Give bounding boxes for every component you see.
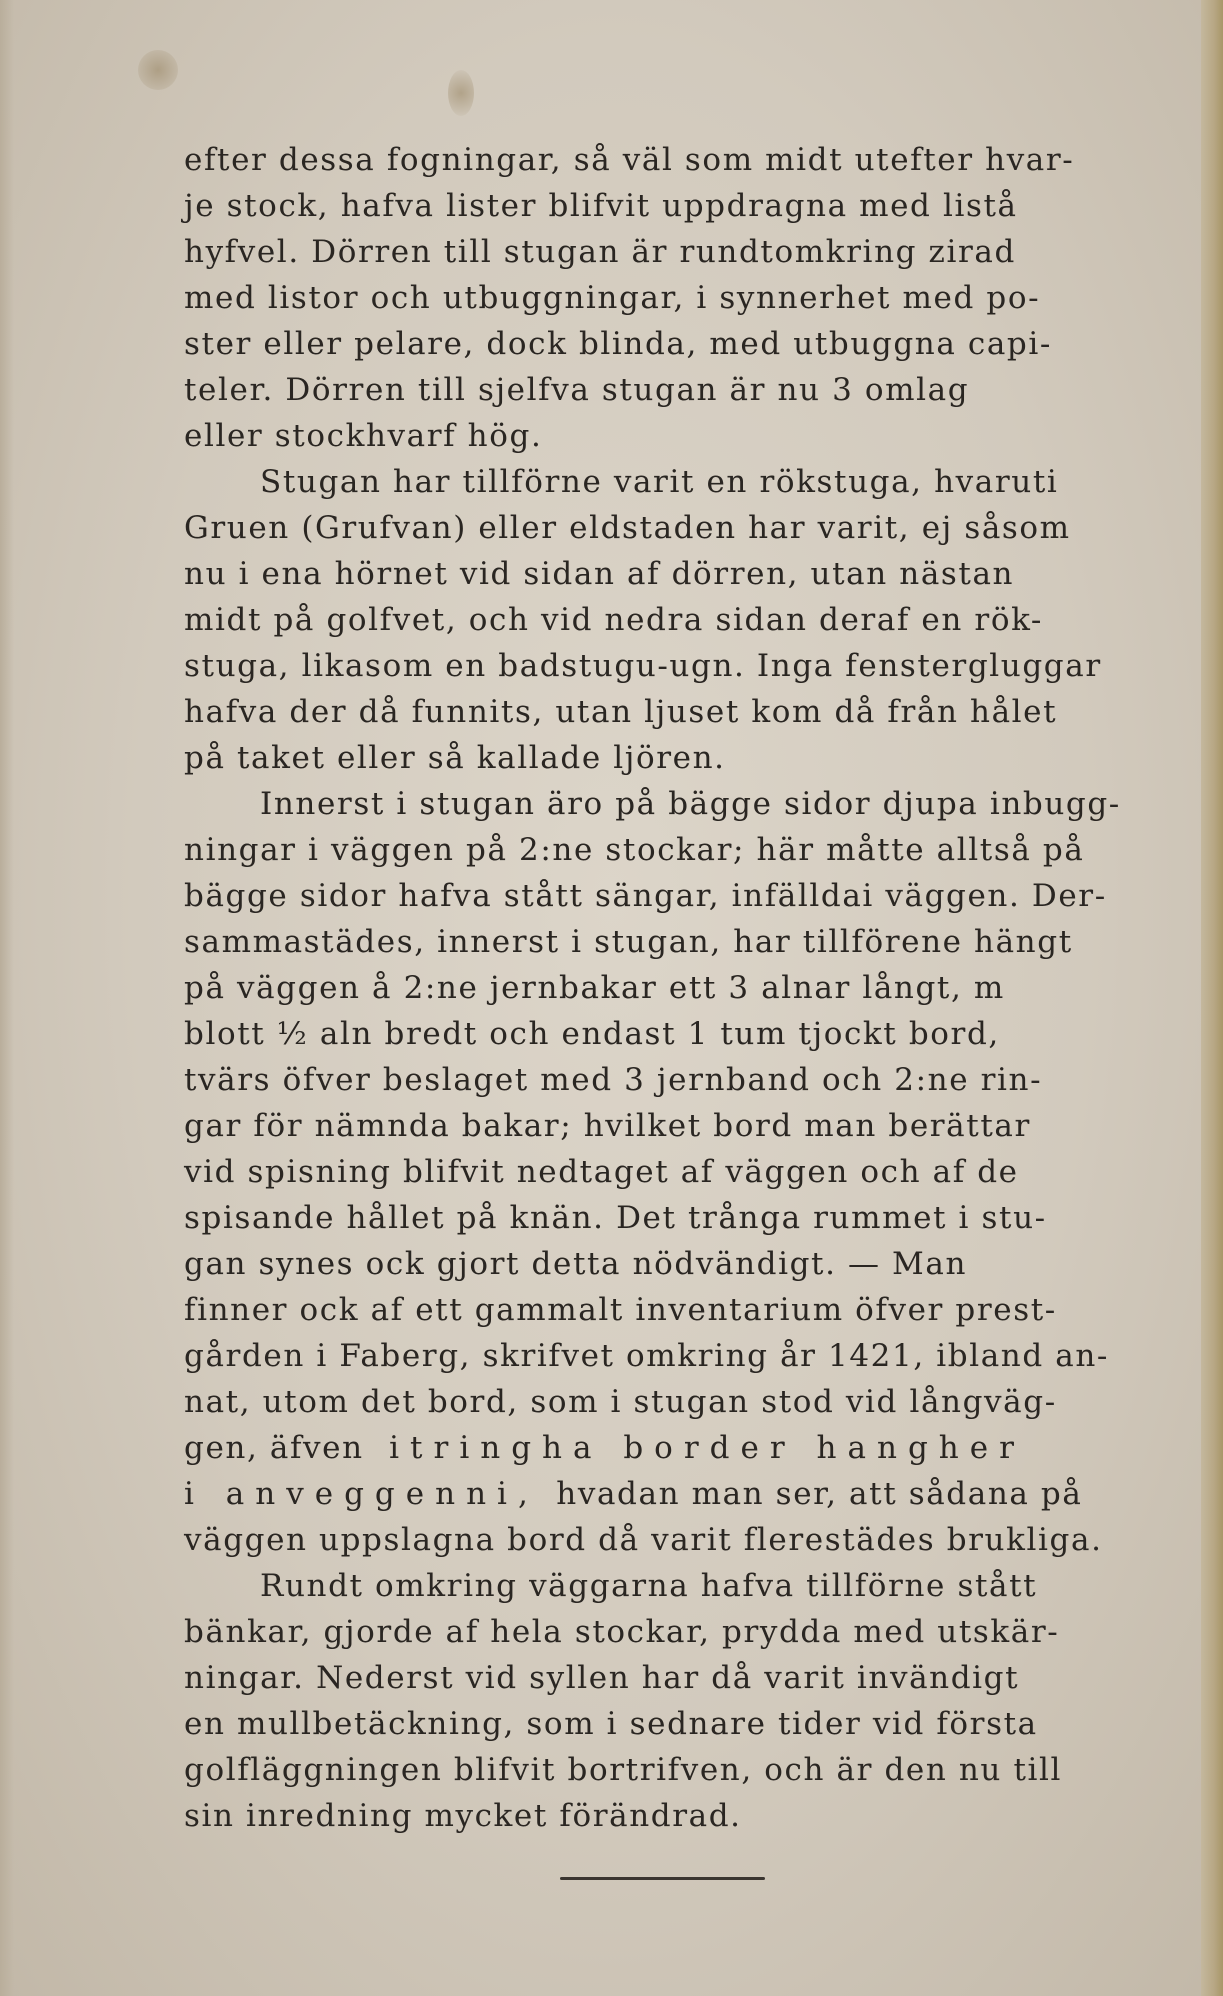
- section-end-rule: [560, 1877, 765, 1880]
- text-line: på taket eller så kallade ljören.: [184, 740, 726, 776]
- text-line: väggen uppslagna bord då varit flerestädes brukliga.: [184, 1522, 1103, 1558]
- text-line: tvärs öfver beslaget med 3 jernband och 2:ne rin-: [184, 1062, 1043, 1098]
- text-line: Innerst i stugan äro på bägge sidor djupa inbugg-: [260, 786, 1121, 822]
- text-line: Stugan har tillförne varit en rökstuga, hvaruti: [260, 464, 1059, 500]
- text-line: sammastädes, innerst i stugan, har tillförene hängt: [184, 924, 1073, 960]
- text-line: hyfvel. Dörren till stugan är rundtomkring zirad: [184, 234, 1016, 270]
- text-line: ningar. Nederst vid syllen har då varit invändigt: [184, 1660, 1020, 1696]
- text-line: nat, utom det bord, som i stugan stod vid långväg-: [184, 1384, 1057, 1420]
- text-line: Gruen (Grufvan) eller eldstaden har varit, ej såsom: [184, 510, 1071, 546]
- text-line: med listor och utbuggningar, i synnerhet med po-: [184, 280, 1041, 316]
- text-line: efter dessa fogningar, så väl som midt utefter hvar-: [184, 142, 1075, 178]
- ink-stain: [448, 70, 474, 116]
- text-line: teler. Dörren till sjelfva stugan är nu 3 omlag: [184, 372, 970, 408]
- text-line: gården i Faberg, skrifvet omkring år 1421, ibland an-: [184, 1338, 1109, 1374]
- text-line: nu i ena hörnet vid sidan af dörren, utan nästan: [184, 556, 1015, 592]
- text-line: bänkar, gjorde af hela stockar, prydda med utskär-: [184, 1614, 1060, 1650]
- text-line: gan synes ock gjort detta nödvändigt. — Man: [184, 1246, 968, 1282]
- text-line: Rundt omkring väggarna hafva tillförne stått: [260, 1568, 1038, 1604]
- text-line: [184, 1474, 1082, 1514]
- text-line: bägge sidor hafva stått sängar, infälldai väggen. Der-: [184, 878, 1107, 914]
- text-line: en mullbetäckning, som i sednare tider vid första: [184, 1706, 1038, 1742]
- text-line: på väggen å 2:ne jernbakar ett 3 alnar långt, m: [184, 970, 1005, 1006]
- text-line: sin inredning mycket förändrad.: [184, 1798, 742, 1834]
- text-line: ster eller pelare, dock blinda, med utbuggna capi-: [184, 326, 1052, 362]
- text-line: vid spisning blifvit nedtaget af väggen och af de: [184, 1154, 1019, 1190]
- text-line: gar för nämnda bakar; hvilket bord man berättar: [184, 1108, 1031, 1144]
- text-line: stuga, likasom en badstugu-ugn. Inga fenstergluggar: [184, 648, 1102, 684]
- text-line: je stock, hafva lister blifvit uppdragna med listå: [184, 188, 1018, 224]
- text-line: eller stockhvarf hög.: [184, 418, 543, 454]
- text-line: ningar i väggen på 2:ne stockar; här måtte alltså på: [184, 832, 1085, 868]
- text-line: hafva der då funnits, utan ljuset kom då från hålet: [184, 694, 1058, 730]
- page-right-edge: [1201, 0, 1223, 1996]
- quoted-spaced-text: itringha border hangher: [389, 1430, 1025, 1466]
- text-fragment: gen, äfven: [184, 1430, 364, 1466]
- page-left-edge: [0, 0, 14, 1996]
- text-line: [184, 1428, 1025, 1468]
- text-line: midt på golfvet, och vid nedra sidan deraf en rök-: [184, 602, 1043, 638]
- quoted-spaced-text: i anveggenni,: [184, 1476, 539, 1512]
- text-line: golfläggningen blifvit bortrifven, och är den nu till: [184, 1752, 1063, 1788]
- ink-stain: [138, 50, 178, 90]
- text-line: finner ock af ett gammalt inventarium öfver prest-: [184, 1292, 1057, 1328]
- text-fragment: hvadan man ser, att sådana på: [556, 1476, 1083, 1512]
- text-line: spisande hållet på knän. Det trånga rummet i stu-: [184, 1200, 1047, 1236]
- text-line: blott ½ aln bredt och endast 1 tum tjockt bord,: [184, 1016, 1000, 1052]
